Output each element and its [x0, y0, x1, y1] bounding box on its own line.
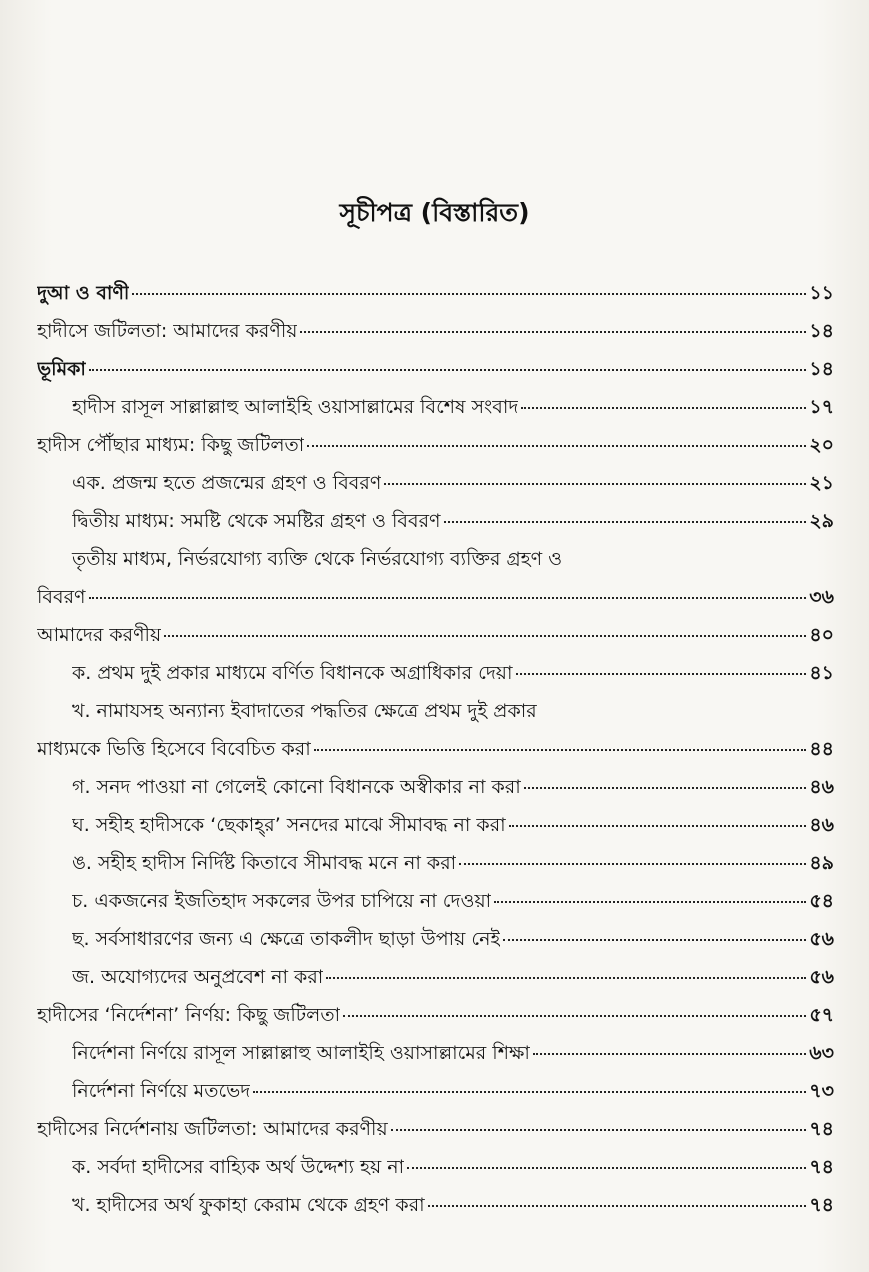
toc-entry-page: ৫৭: [809, 1004, 834, 1026]
toc-entry-title: ভূমিকা: [37, 358, 86, 380]
toc-entry-title: নির্দেশনা নির্ণয়ে রাসূল সাল্লাল্লাহু আলাইহি ওয়াসাল্লামের শিক্ষা: [72, 1042, 530, 1064]
toc-entry-title: আমাদের করণীয়: [37, 624, 162, 646]
toc-entry: [72, 1040, 834, 1066]
toc-entry-page: ৪১: [809, 662, 834, 684]
toc-entry-title: হাদীসে জটিলতা: আমাদের করণীয়: [37, 320, 298, 342]
leader-dots: [407, 1166, 806, 1169]
toc-entry-title: হাদীস পৌঁছার মাধ্যম: কিছু জটিলতা: [37, 434, 305, 456]
toc-entry-first-line: খ. নামাযসহ অন্যান্য ইবাদাতের পদ্ধতির ক্ষেত্রে প্রথম দুই প্রকার: [72, 700, 537, 722]
toc-entry-title: ক. প্রথম দুই প্রকার মাধ্যমে বর্ণিত বিধানকে অগ্রাধিকার দেয়া: [72, 662, 513, 684]
leader-dots: [89, 596, 807, 599]
leader-dots: [459, 862, 806, 865]
leader-dots: [391, 1128, 807, 1131]
toc-entry: [37, 432, 834, 458]
leader-dots: [326, 976, 806, 979]
toc-entry-first-line: তৃতীয় মাধ্যম, নির্ভরযোগ্য ব্যক্তি থেকে নির্ভরযোগ্য ব্যক্তির গ্রহণ ও: [72, 548, 563, 570]
toc-entry: [72, 1078, 834, 1104]
toc-entry-page: ৫৬: [809, 966, 834, 988]
toc-entry: [72, 888, 834, 914]
leader-dots: [89, 368, 806, 371]
leader-dots: [132, 292, 806, 295]
leader-dots: [314, 748, 807, 751]
toc-entry-title: এক. প্রজন্ম হতে প্রজন্মের গ্রহণ ও বিবরণ: [72, 472, 382, 494]
toc-entry-title: বিবরণ: [37, 586, 86, 608]
leader-dots: [509, 824, 807, 827]
toc-entry-title: হাদীসের নির্দেশনায় জটিলতা: আমাদের করণীয়: [37, 1118, 388, 1140]
toc-entry-page: ১১: [809, 282, 834, 304]
toc-entry-page: ৪৯: [809, 852, 834, 874]
toc-entry-page: ৭৪: [809, 1194, 834, 1216]
toc-entry-page: ৫৬: [809, 928, 834, 950]
toc-entry: [72, 926, 834, 952]
toc-entry-page: ২০: [809, 434, 834, 456]
leader-dots: [521, 406, 806, 409]
leader-dots: [307, 444, 806, 447]
toc-entry: [72, 812, 834, 838]
leader-dots: [494, 900, 806, 903]
toc-entry-page: ৭৩: [809, 1080, 834, 1102]
toc-entry-title: জ. অযোগ্যদের অনুপ্রবেশ না করা: [72, 966, 324, 988]
toc-entry: [37, 1002, 834, 1028]
toc-entry-page: ৭৪: [809, 1156, 834, 1178]
toc-entry-page: ১৪: [809, 358, 834, 380]
toc-entry-title: ঙ. সহীহ হাদীস নির্দিষ্ট কিতাবে সীমাবদ্ধ মনে না করা: [72, 852, 457, 874]
toc-entry-page: ২১: [809, 472, 834, 494]
toc-entry: [37, 318, 834, 344]
toc-entry-page: ২৯: [809, 510, 834, 532]
toc-entry-page: ৪০: [809, 624, 834, 646]
leader-dots: [343, 1014, 806, 1017]
toc-entry-title: হাদীস রাসূল সাল্লাল্লাহু আলাইহি ওয়াসাল্লামের বিশেষ সংবাদ: [72, 396, 519, 418]
toc-entry: [37, 622, 834, 648]
toc-entry-title: হাদীসের ‘নির্দেশনা’ নির্ণয়: কিছু জটিলতা: [37, 1004, 341, 1026]
leader-dots: [300, 330, 806, 333]
toc-entry-page: ৫৪: [809, 890, 834, 912]
toc-entry-page: ৬৩: [809, 1042, 834, 1064]
toc-entry-page: ৪৬: [809, 814, 834, 836]
toc-entry-title: চ. একজনের ইজতিহাদ সকলের উপর চাপিয়ে না দেওয়া: [72, 890, 492, 912]
toc-entry: [72, 394, 834, 420]
toc-entry-page: ১৪: [809, 320, 834, 342]
leader-dots: [503, 938, 806, 941]
toc-entry: [72, 1154, 834, 1180]
toc-entry-title: ছ. সর্বসাধারণের জন্য এ ক্ষেত্রে তাকলীদ ছাড়া উপায় নেই: [72, 928, 501, 950]
toc-entry-page: ৪৬: [809, 776, 834, 798]
toc-entry-page: ৪৪: [809, 738, 834, 760]
leader-dots: [516, 672, 807, 675]
toc-entry: [72, 964, 834, 990]
toc-entry-title: খ. হাদীসের অর্থ ফুকাহা কেরাম থেকে গ্রহণ করা: [72, 1194, 425, 1216]
leader-dots: [428, 1204, 807, 1207]
toc-entry-page: ৭৪: [809, 1118, 834, 1140]
leader-dots: [444, 520, 807, 523]
toc-entry-title: দুআ ও বাণী: [37, 282, 130, 304]
toc-entry-title: মাধ্যমকে ভিত্তি হিসেবে বিবেচিত করা: [37, 738, 311, 760]
toc-entry-title: ক. সর্বদা হাদীসের বাহ্যিক অর্থ উদ্দেশ্য হয় না: [72, 1156, 405, 1178]
toc-entry: [72, 774, 834, 800]
toc-entry: [72, 470, 834, 496]
toc-entry: [37, 736, 834, 762]
toc-entry: [72, 850, 834, 876]
toc-entry: [37, 1116, 834, 1142]
toc-entry-title: দ্বিতীয় মাধ্যম: সমষ্টি থেকে সমষ্টির গ্রহণ ও বিবরণ: [72, 510, 441, 532]
toc-entry-title: ঘ. সহীহ হাদীসকে ‘ছেকাহ্‌র’ সনদের মাঝে সীমাবদ্ধ না করা: [72, 814, 506, 836]
toc-entry: [72, 508, 834, 534]
toc-entry-title: গ. সনদ পাওয়া না গেলেই কোনো বিধানকে অস্বীকার না করা: [72, 776, 521, 798]
toc-entry: [72, 660, 834, 686]
toc-entry-title: নির্দেশনা নির্ণয়ে মতভেদ: [72, 1080, 251, 1102]
toc-entry: [72, 1192, 834, 1218]
toc-entry-page: ১৭: [809, 396, 834, 418]
toc-entry: [37, 280, 834, 306]
toc-entry: [37, 356, 834, 382]
leader-dots: [524, 786, 807, 789]
leader-dots: [533, 1052, 806, 1055]
page-title: সূচীপত্র (বিস্তারিত): [339, 198, 530, 227]
leader-dots: [384, 482, 806, 485]
toc-entry-page: ৩৬: [809, 586, 834, 608]
toc-entry: [37, 584, 834, 610]
leader-dots: [164, 634, 806, 637]
leader-dots: [253, 1090, 806, 1093]
